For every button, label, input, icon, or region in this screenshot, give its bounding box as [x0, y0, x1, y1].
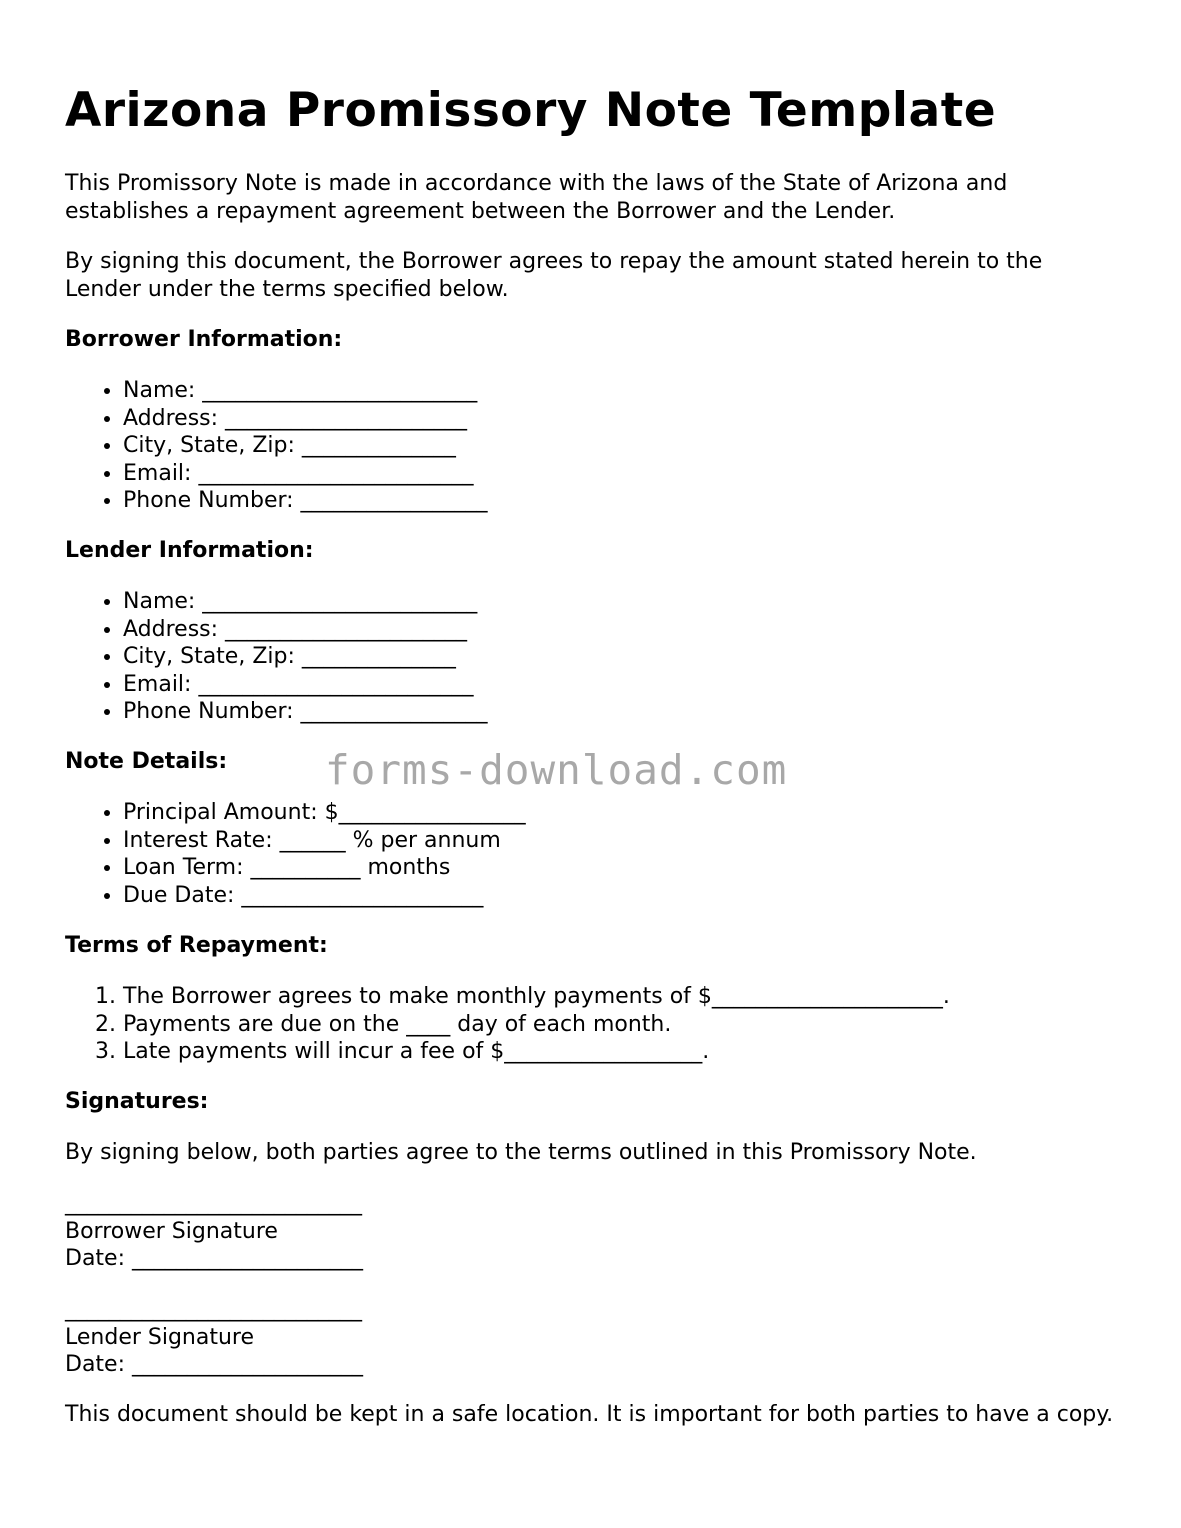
borrower-signature-label: Borrower Signature	[65, 1218, 278, 1244]
lender-address-field[interactable]: • Address: ______________________	[123, 616, 488, 644]
late-fee-term[interactable]: 3. Late payments will incur a fee of $__________________.	[123, 1038, 950, 1066]
lender-email-field[interactable]: • Email: _________________________	[123, 671, 488, 699]
due-date-field[interactable]: • Due Date: ______________________	[123, 882, 526, 910]
borrower-signature-line[interactable]: ___________________________	[65, 1191, 362, 1216]
payment-due-day-term[interactable]: 2. Payments are due on the ____ day of each month.	[123, 1011, 950, 1039]
lender-signature-block	[65, 1296, 363, 1379]
borrower-city-state-zip-field[interactable]: • City, State, Zip: ______________	[123, 432, 488, 460]
lender-signature-label: Lender Signature	[65, 1324, 255, 1350]
monthly-payment-term[interactable]: 1. The Borrower agrees to make monthly payments of $_____________________.	[123, 983, 950, 1011]
footer-note: This document should be kept in a safe location. It is important for both parties to have a copy.	[65, 1402, 1114, 1427]
borrower-signature-block	[65, 1190, 363, 1273]
signatures-statement: By signing below, both parties agree to the terms outlined in this Promissory Note.	[65, 1140, 977, 1165]
lender-name-field[interactable]: • Name: _________________________	[123, 588, 488, 616]
note-details-list	[65, 799, 526, 909]
repayment-heading: Terms of Repayment:	[65, 933, 328, 958]
lender-phone-field[interactable]: • Phone Number: _________________	[123, 698, 488, 726]
lender-city-state-zip-field[interactable]: • City, State, Zip: ______________	[123, 643, 488, 671]
note-details-heading: Note Details:	[65, 749, 228, 774]
principal-amount-field[interactable]: • Principal Amount: $_________________	[123, 799, 526, 827]
page-title: Arizona Promissory Note Template	[65, 83, 997, 138]
signatures-heading: Signatures:	[65, 1089, 209, 1114]
lender-heading: Lender Information:	[65, 538, 314, 563]
repayment-terms-list	[65, 983, 950, 1066]
intro-paragraph-1: This Promissory Note is made in accordance with the laws of the State of Arizona and establishes a repayment agreement between the Borrower and the Lender.	[65, 171, 1008, 224]
borrower-name-field[interactable]: • Name: _________________________	[123, 377, 488, 405]
lender-info-list	[65, 588, 488, 726]
borrower-email-field[interactable]: • Email: _________________________	[123, 460, 488, 488]
watermark-text: forms-download.com	[325, 746, 788, 794]
borrower-heading: Borrower Information:	[65, 327, 343, 352]
lender-signature-date[interactable]: Date: _____________________	[65, 1352, 363, 1377]
borrower-address-field[interactable]: • Address: ______________________	[123, 405, 488, 433]
borrower-phone-field[interactable]: • Phone Number: _________________	[123, 487, 488, 515]
lender-signature-line[interactable]: ___________________________	[65, 1297, 362, 1322]
borrower-info-list	[65, 377, 488, 515]
intro-paragraph-2: By signing this document, the Borrower agrees to repay the amount stated herein to the Lender under the terms specified below.	[65, 249, 1043, 302]
interest-rate-field[interactable]: • Interest Rate: ______ % per annum	[123, 827, 526, 855]
borrower-signature-date[interactable]: Date: _____________________	[65, 1246, 363, 1271]
loan-term-field[interactable]: • Loan Term: __________ months	[123, 854, 526, 882]
